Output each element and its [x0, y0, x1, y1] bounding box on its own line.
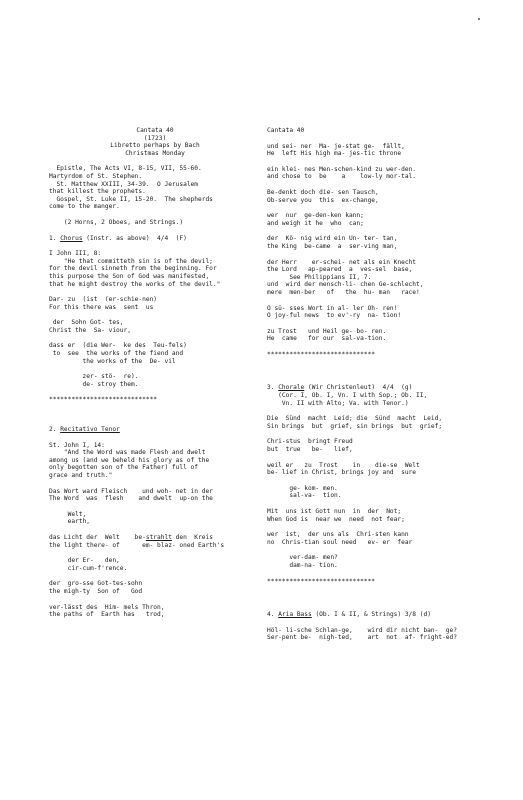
lyric-block	[267, 415, 513, 430]
section-1-heading	[49, 235, 261, 243]
section-heading	[267, 611, 513, 619]
cantata-title: Cantata 40	[267, 127, 305, 134]
right-header	[267, 127, 513, 135]
lyric-block	[267, 143, 513, 158]
lyric-english: O joy-ful news to ev'-ry na- tion!	[267, 312, 402, 320]
lyric-block	[49, 511, 261, 526]
lyric-english: dam-na- tion.	[267, 561, 338, 569]
lyric-german: ein klei- nes Men-schen-kind zu wer-den.	[267, 165, 417, 173]
lyric-english: He came for our sal-va-tion.	[267, 335, 387, 343]
section-number: 2.	[49, 426, 57, 434]
scripture-ref: St. John I, 14:	[49, 441, 105, 449]
section-heading	[267, 384, 513, 392]
lyric-block	[267, 485, 513, 500]
lyric-part: den Kreis	[171, 533, 213, 541]
scripture-ref: See Philippians II, 7.	[267, 273, 372, 281]
lyric-block	[49, 296, 261, 311]
scoring-line: (Cor. I, Ob. I, Vn. I with Sop.; Ob. II,	[267, 392, 428, 400]
star-divider: *****************************	[267, 577, 376, 585]
lyric-german: Mit uns ist Gott nun in der Not;	[267, 508, 402, 515]
scoring-note	[49, 219, 261, 227]
star-divider: *****************************	[267, 350, 376, 358]
lyric-block	[267, 554, 513, 569]
quote-line: grace and truth."	[49, 472, 113, 479]
libretto-note: Libretto perhaps by Bach	[110, 142, 200, 150]
reading-line: St. Matthew XXIII, 34-39. O Jerusalem	[49, 180, 199, 188]
lyric-english: Ser-pent be- nigh-ted, art not af- fright-ed?	[267, 634, 457, 642]
lyric-english: be- lief in Christ, brings joy and sure	[267, 469, 417, 477]
occasion: Christmas Monday	[125, 149, 185, 157]
lyric-german: ver-lässt des Him- mels Thron,	[49, 603, 165, 611]
lyric-block	[49, 557, 261, 572]
section-3-heading	[267, 384, 513, 407]
section-name: Chorus	[60, 234, 83, 242]
lyric-english: The Word was flesh and dwelt up-on the	[49, 495, 213, 503]
lyric-english: the Lord ap-peared a ves-sel base,	[267, 266, 413, 274]
star-divider: *****************************	[49, 396, 158, 404]
lyric-block	[49, 488, 261, 503]
lyric-block	[267, 305, 513, 320]
lyric-block	[267, 166, 513, 181]
lyric-german: der Er- den,	[49, 557, 120, 565]
lyric-german: Die Sünd macht Leid; die Sünd macht Leid,	[267, 415, 443, 423]
left-header	[49, 127, 261, 157]
lyric-german: der gro-sse Got-tes-sohn	[49, 580, 143, 588]
right-column	[267, 127, 513, 650]
lyric-block	[267, 627, 513, 642]
lyric-block	[49, 342, 261, 365]
cantata-title: Cantata 40	[136, 127, 174, 134]
section-2-heading	[49, 426, 261, 434]
lyric-english: sal-va- tion.	[267, 492, 342, 500]
lyric-german: Welt,	[49, 510, 87, 518]
lyric-german: zu Trost und Heil ge- bo- ren.	[267, 327, 387, 335]
lyric-english: and chose to be a low-ly mor-tal.	[267, 173, 417, 181]
quote-line: for the devil sinneth from the beginning. For	[49, 265, 217, 273]
lyric-block	[267, 212, 513, 227]
lyric-german: der Kö- nig wird ein Un- ter- tan,	[267, 235, 398, 243]
lyric-block	[49, 373, 261, 388]
section-1-quote	[49, 250, 261, 288]
lyric-german: Höl- li-sche Schlan-ge, wird dir nicht ban- ge?	[267, 626, 457, 634]
lyric-german: weil er zu Trost in die-se Welt	[267, 461, 420, 469]
lyric-german: zer- stö- re).	[49, 373, 139, 381]
lyric-english: For this there was sent us	[49, 303, 154, 311]
scoring-line: Vn. II with Alto; Va. with Tenor.)	[267, 399, 409, 407]
section-name: Aria Bass	[278, 611, 312, 619]
lyric-english: When God is near we need not fear;	[267, 515, 405, 523]
section-details: (Instr. as above) 4/4 (F)	[82, 234, 187, 242]
lyric-english: He left His high ma- jes-tic throne	[267, 150, 402, 158]
section-name: Chorale	[278, 384, 305, 392]
scripture-ref: I John III, 8:	[49, 250, 102, 258]
lyric-block	[267, 531, 513, 546]
lyric-english: cir-cum-f'rence.	[49, 564, 128, 572]
speck-mark	[478, 18, 480, 20]
section-number: 1.	[49, 234, 57, 242]
lyric-block	[267, 328, 513, 343]
lyric-german: ver-dam- men?	[267, 554, 338, 562]
quote-line: this purpose the Son of God was manifested,	[49, 272, 210, 280]
reading-line: come to the manger.	[49, 203, 120, 211]
section-4-heading	[267, 611, 513, 619]
lyric-block	[267, 235, 513, 250]
section-heading	[49, 426, 261, 434]
reading-line: that killest the prophets.	[49, 188, 146, 196]
quote-line: among us (and we beheld his glory as of the	[49, 456, 210, 464]
lyric-english: earth,	[49, 518, 90, 526]
lyric-english: Sin brings but grief, sin brings but grief;	[267, 422, 443, 430]
lyric-block	[267, 462, 513, 477]
quote-line: only begotten son of the Father) full of	[49, 464, 199, 472]
lyric-german: und sei- ner Ma- je-stat ge- fällt,	[267, 142, 405, 150]
lyric-english: the paths of Earth has trod,	[49, 611, 165, 619]
lyric-block	[49, 534, 261, 549]
lyric-block	[267, 438, 513, 453]
lyric-block	[267, 189, 513, 204]
lyric-english: the light there- of em- blaz- oned Earth's	[49, 541, 225, 549]
lyric-german: Be-denkt doch die- sen Tausch,	[267, 188, 379, 196]
reading-line: Gospel, St. Luke II, 15-20. The shepherds	[49, 195, 213, 203]
separator	[267, 351, 513, 359]
lyric-block	[49, 580, 261, 595]
section-details: (Wir Christenleut) 4/4 (g)	[304, 384, 413, 392]
section-number: 3.	[267, 384, 275, 392]
lyric-english: but true be- lief,	[267, 446, 353, 454]
lyric-german: Dar- zu (ist (er-schie-nen)	[49, 296, 158, 304]
lyric-english: the King be-came a ser-ving man,	[267, 242, 398, 250]
lyric-english: to see the works of the fiend and	[49, 350, 184, 358]
section-name: Recitativo Tenor	[60, 426, 120, 434]
quote-line: "And the Word was made Flesh and dwelt	[49, 449, 206, 457]
section-heading	[49, 235, 261, 243]
reading-line: Martyrdom of St. Stephen.	[49, 172, 143, 180]
lyric-german: wer ist, der uns als Chri-sten kann	[267, 531, 409, 539]
lyric-english: the works of the De- vil	[49, 357, 176, 365]
separator	[267, 578, 513, 586]
lyric-german: der Herr er-schei- net als ein Knecht	[267, 258, 417, 266]
quote-line: "He that committeth sin is of the devil;	[49, 257, 213, 265]
lyric-german: Das Wort ward Fleisch und woh- net in der	[49, 487, 213, 495]
readings	[49, 165, 261, 211]
lyric-german: O sü- sses Wort in al- ler Oh- ren!	[267, 304, 398, 312]
lyric-block	[267, 508, 513, 523]
section-details: (Ob. I & II, & Strings) 3/8 (d)	[311, 611, 431, 619]
lyric-english: the migh-ty Son of God	[49, 587, 143, 595]
quote-line: that he might destroy the works of the devil."	[49, 280, 221, 288]
lyric-underlined-word: strahlt	[145, 533, 172, 541]
lyric-block	[267, 259, 513, 297]
section-number: 4.	[267, 611, 275, 619]
lyric-part: das Licht der Welt be-	[49, 533, 146, 541]
lyric-german: wer nur ge-den-ken kann;	[267, 212, 364, 220]
lyric-english: de- stroy them.	[49, 380, 139, 388]
lyric-german	[49, 534, 261, 542]
separator	[49, 396, 261, 404]
lyric-german: und wird der mensch-li- chen Ge-schlecht,	[267, 281, 424, 289]
lyric-english: and weigh it he who can;	[267, 219, 364, 227]
scoring-text: (2 Horns, 2 Oboes, and Strings.)	[49, 218, 184, 226]
lyric-german: ge- kom- men.	[267, 484, 338, 492]
lyric-block	[49, 319, 261, 334]
lyric-german: der Sohn Got- tes,	[49, 319, 124, 327]
lyric-german: Chri-stus bringt Freud	[267, 438, 353, 446]
left-column	[49, 127, 261, 627]
lyric-english: no Chris-tian soul need ev- er fear	[267, 538, 413, 546]
reading-line: Epistle, The Acts VI, 8-15, VII, 55-60.	[49, 165, 202, 173]
section-2-quote	[49, 442, 261, 480]
cantata-year: (1723)	[143, 134, 167, 142]
lyric-english: mere men-ber of the hu- man race!	[267, 288, 420, 296]
lyric-german: dass er (die Wer- ke des Teu-fels)	[49, 342, 187, 350]
lyric-english: Christ the Sa- viour,	[49, 326, 131, 334]
lyric-block	[49, 604, 261, 619]
lyric-english: Ob-serve you this ex-change,	[267, 196, 379, 204]
